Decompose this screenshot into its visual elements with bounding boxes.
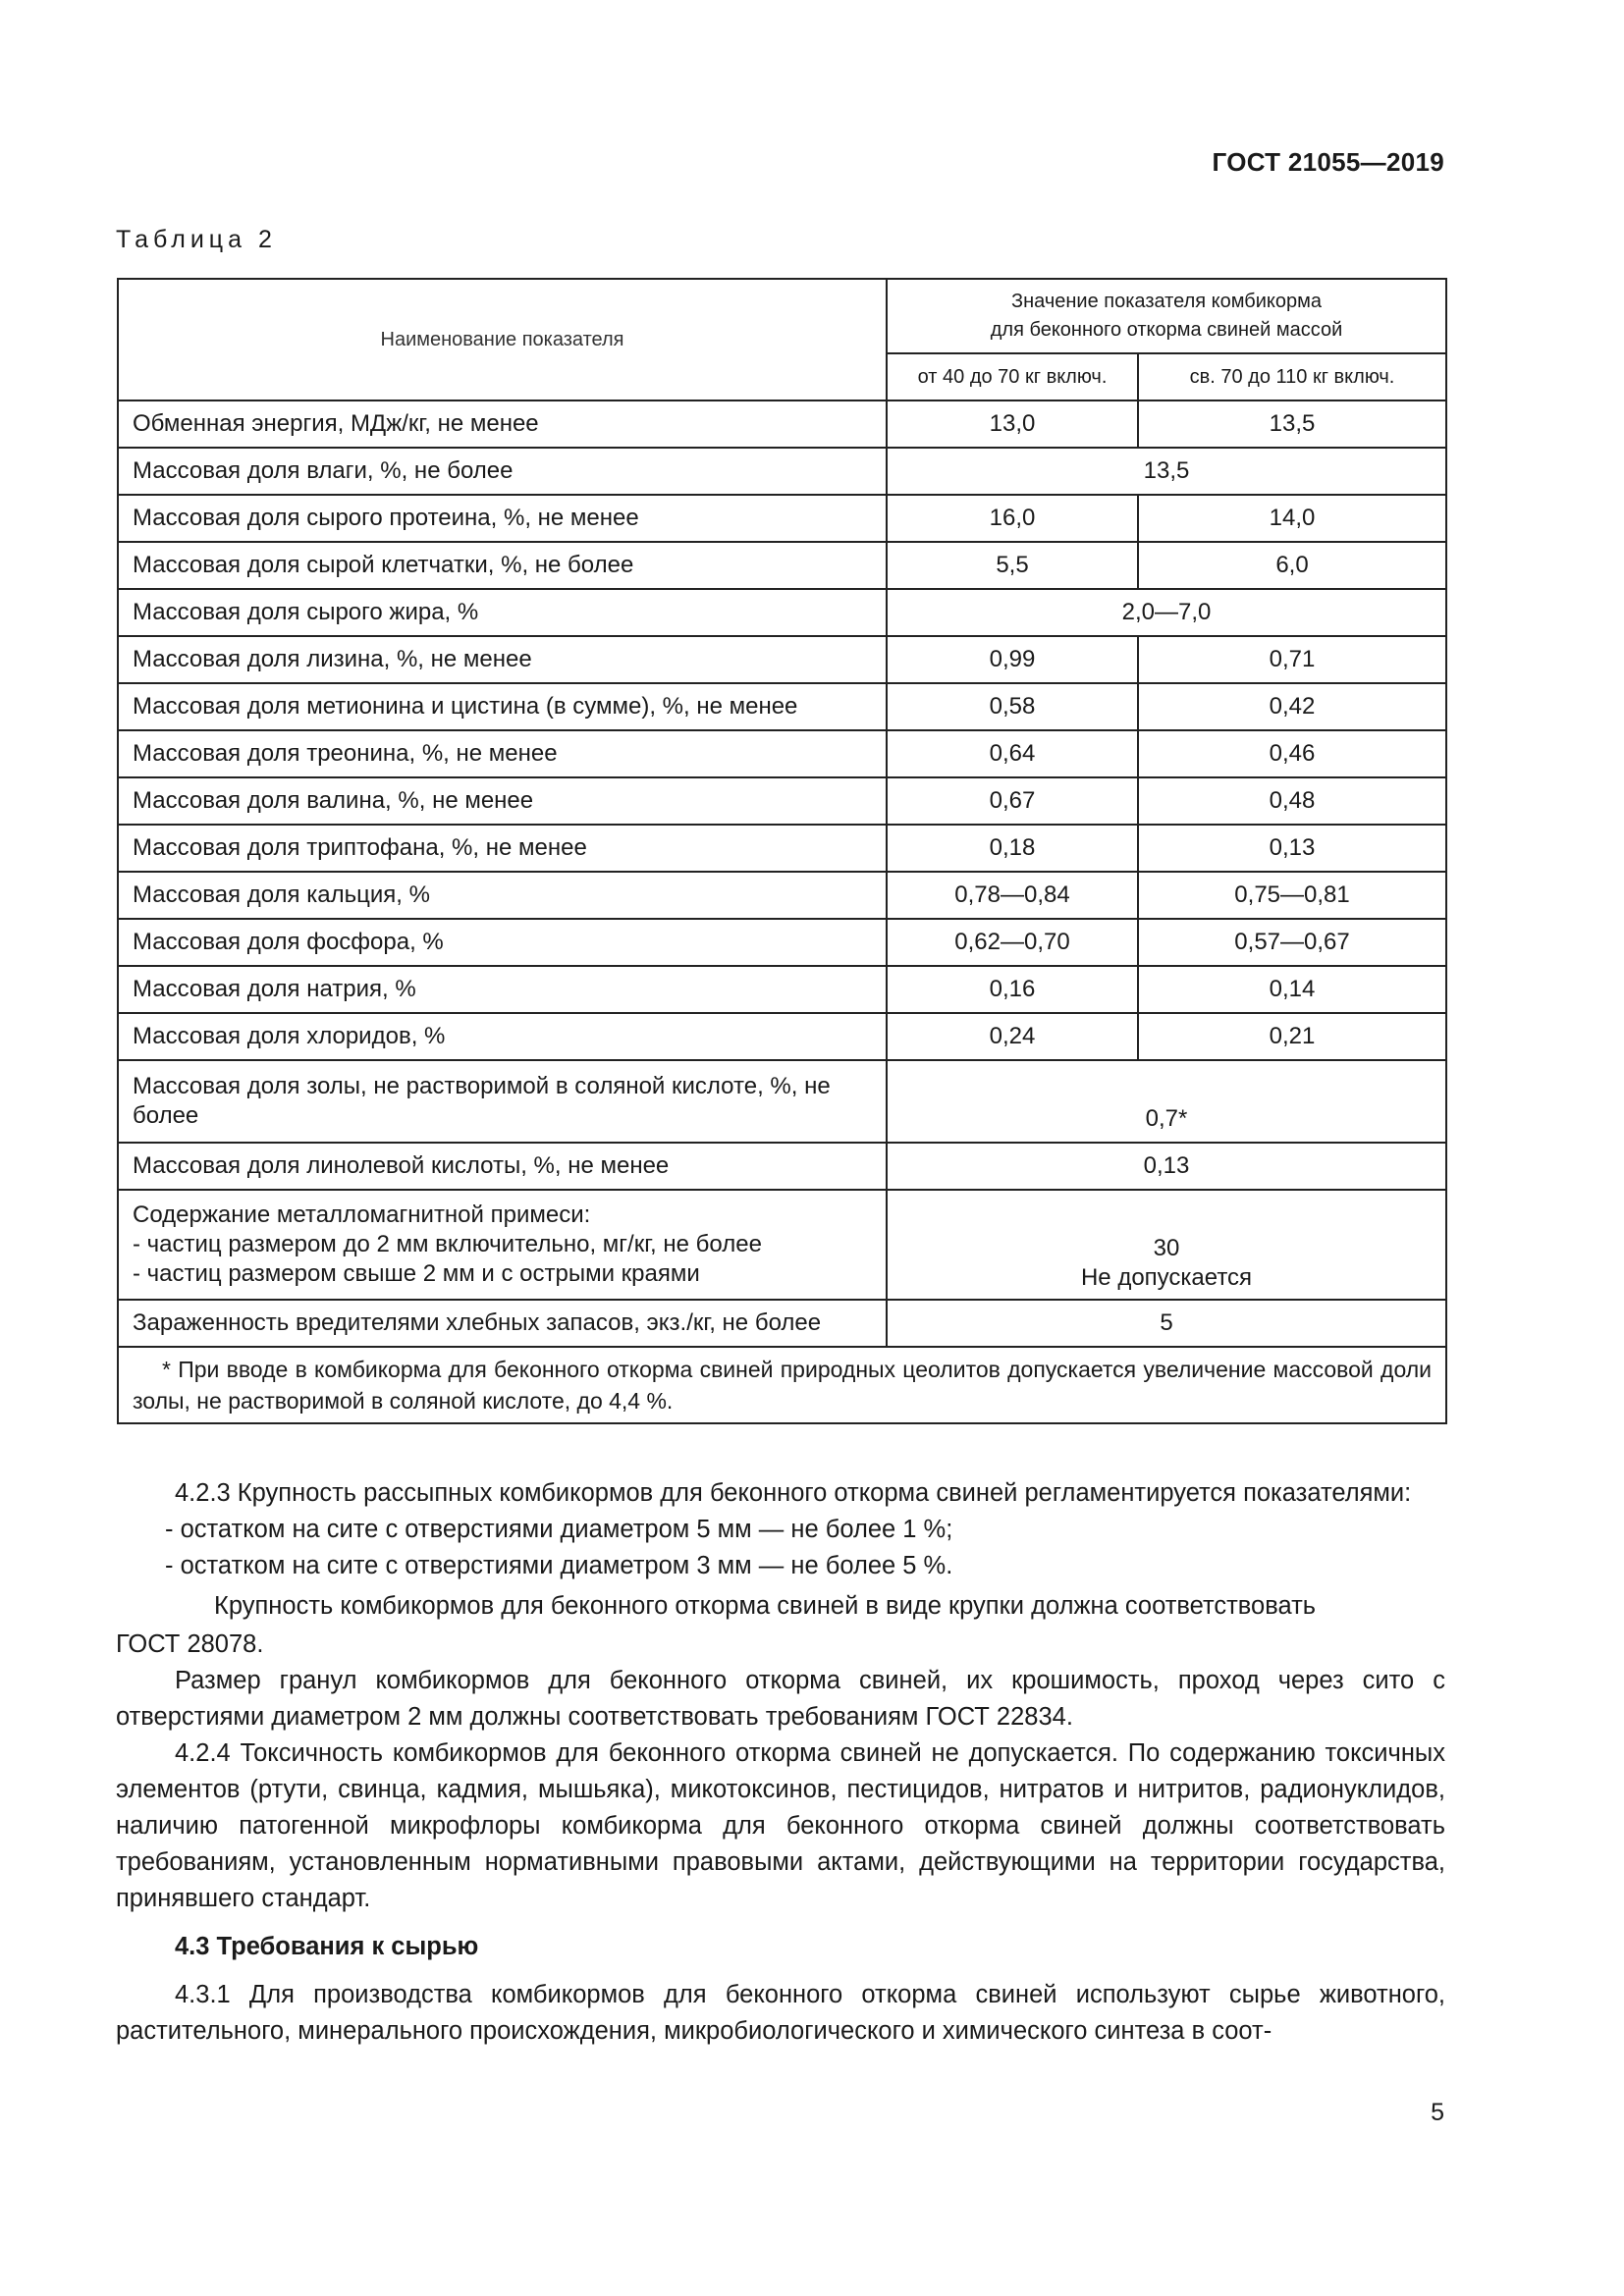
row-value-2: 6,0	[1138, 542, 1446, 589]
row-name: Массовая доля сырого жира, %	[118, 589, 887, 636]
row-value-2: 0,13	[1138, 825, 1446, 872]
row-value-2: 0,46	[1138, 730, 1446, 777]
table-row	[118, 919, 1446, 966]
row-value-1: 0,16	[887, 966, 1138, 1013]
row-value-2: 13,5	[1138, 400, 1446, 448]
row-value-1: 0,62—0,70	[887, 919, 1138, 966]
row-name: Массовая доля сырого протеина, %, не менее	[118, 495, 887, 542]
ash-name-line1: Массовая доля золы, не растворимой в соляной кислоте, %, не	[133, 1073, 831, 1099]
ash-name-line2: более	[133, 1102, 199, 1129]
row-name: Зараженность вредителями хлебных запасов, экз./кг, не более	[118, 1300, 887, 1347]
paragraph-krupka-cont: ГОСТ 28078.	[116, 1630, 264, 1658]
table-row	[118, 448, 1446, 495]
table-row	[118, 730, 1446, 777]
row-value-1: 0,24	[887, 1013, 1138, 1060]
metal-name-line2: - частиц размером до 2 мм включительно, мг/кг, не более	[133, 1231, 762, 1257]
row-value-merged: 2,0—7,0	[887, 589, 1446, 636]
row-name: Массовая доля натрия, %	[118, 966, 887, 1013]
row-name: Массовая доля кальция, %	[118, 872, 887, 919]
row-name: Массовая доля фосфора, %	[118, 919, 887, 966]
row-name	[118, 1060, 887, 1143]
col-value-header-line2: для беконного откорма свиней массой	[990, 319, 1343, 341]
row-value-1: 0,64	[887, 730, 1138, 777]
table-row	[118, 1060, 1446, 1143]
row-name: Массовая доля хлоридов, %	[118, 1013, 887, 1060]
table-row	[118, 825, 1446, 872]
row-value-2: 0,57—0,67	[1138, 919, 1446, 966]
row-value-1: 0,78—0,84	[887, 872, 1138, 919]
list-item: - остатком на сите с отверстиями диаметром 5 мм — не более 1 %;	[165, 1516, 953, 1543]
list-item: - остатком на сите с отверстиями диаметром 3 мм — не более 5 %.	[165, 1552, 953, 1579]
row-value-1: 0,58	[887, 683, 1138, 730]
row-value-1: 0,67	[887, 777, 1138, 825]
row-value-1: 0,18	[887, 825, 1138, 872]
row-name	[118, 1190, 887, 1300]
row-name: Обменная энергия, МДж/кг, не менее	[118, 400, 887, 448]
table-row	[118, 495, 1446, 542]
row-value-merged: 0,7*	[887, 1060, 1446, 1143]
row-value-2: 0,21	[1138, 1013, 1446, 1060]
col-value-header	[887, 279, 1446, 353]
row-name: Массовая доля влаги, %, не более	[118, 448, 887, 495]
row-value-2: 14,0	[1138, 495, 1446, 542]
body-text	[116, 1475, 1445, 2050]
col-name-header: Наименование показателя	[118, 279, 887, 400]
indicators-table	[117, 278, 1447, 1424]
table-row	[118, 589, 1446, 636]
sub-col-header-1: от 40 до 70 кг включ.	[887, 353, 1138, 400]
row-value-1: 0,99	[887, 636, 1138, 683]
row-value-1: 16,0	[887, 495, 1138, 542]
row-value-merged	[887, 1190, 1446, 1300]
table-caption: Таблица 2	[116, 226, 277, 253]
row-name: Массовая доля сырой клетчатки, %, не более	[118, 542, 887, 589]
row-name: Массовая доля валина, %, не менее	[118, 777, 887, 825]
table-row	[118, 966, 1446, 1013]
table-row	[118, 1190, 1446, 1300]
paragraph-4-2-3: 4.2.3 Крупность рассыпных комбикормов для беконного откорма свиней регламентируется показателями:	[175, 1479, 1412, 1507]
metal-value-line2: Не допускается	[1080, 1264, 1253, 1291]
metal-name-line3: - частиц размером свыше 2 мм и с острыми краями	[133, 1260, 700, 1287]
sub-col-header-2: св. 70 до 110 кг включ.	[1138, 353, 1446, 400]
document-id: ГОСТ 21055—2019	[1212, 147, 1444, 177]
table-row	[118, 1300, 1446, 1347]
row-value-2: 0,42	[1138, 683, 1446, 730]
row-name: Массовая доля линолевой кислоты, %, не менее	[118, 1143, 887, 1190]
paragraph-granules: Размер гранул комбикормов для беконного откорма свиней, их крошимость, проход через сито с отверстиями диаметром 2 мм должны соответствовать требованиям ГОСТ 22834.	[116, 1667, 1445, 1731]
row-name: Массовая доля метионина и цистина (в сумме), %, не менее	[118, 683, 887, 730]
page-number: 5	[1431, 2099, 1444, 2126]
row-value-merged: 0,13	[887, 1143, 1446, 1190]
row-value-1: 13,0	[887, 400, 1138, 448]
paragraph-4-2-4: 4.2.4 Токсичность комбикормов для беконного откорма свиней не допускается. По содержанию токсичных элементов (ртути, свинца, кадмия, мышьяка), микотоксинов, пестицидов, нитратов и нитритов, радионуклидов, наличию патогенной микрофлоры комбикорма для беконного откорма свиней должны соответствовать требованиям, установленным нормативными правовыми актами, действующими на территории государства, принявшего стандарт.	[116, 1739, 1445, 1912]
metal-name-line1: Содержание металломагнитной примеси:	[133, 1201, 591, 1228]
table-row	[118, 872, 1446, 919]
table-row	[118, 400, 1446, 448]
paragraph-krupka: Крупность комбикормов для беконного откорма свиней в виде крупки должна соответствовать	[214, 1592, 1317, 1620]
row-value-2: 0,48	[1138, 777, 1446, 825]
row-value-2: 0,75—0,81	[1138, 872, 1446, 919]
row-value-1: 5,5	[887, 542, 1138, 589]
table-row	[118, 1013, 1446, 1060]
table-row	[118, 777, 1446, 825]
row-name: Массовая доля триптофана, %, не менее	[118, 825, 887, 872]
section-title-4-3: 4.3 Требования к сырью	[175, 1933, 479, 1960]
row-value-2: 0,71	[1138, 636, 1446, 683]
table-row	[118, 683, 1446, 730]
table-footnote: * При вводе в комбикорма для беконного откорма свиней природных цеолитов допускается увеличение массовой доли золы, не растворимой в соляной кислоте, до 4,4 %.	[118, 1347, 1446, 1423]
paragraph-4-3-1: 4.3.1 Для производства комбикормов для беконного откорма свиней используют сырье животного, растительного, минерального происхождения, микробиологического и химического синтеза в соот-	[116, 1981, 1445, 2045]
table-row	[118, 1143, 1446, 1190]
col-value-header-line1: Значение показателя комбикорма	[1011, 291, 1322, 312]
row-value-2: 0,14	[1138, 966, 1446, 1013]
metal-value-line1: 30	[1153, 1235, 1180, 1261]
row-name: Массовая доля треонина, %, не менее	[118, 730, 887, 777]
table-row	[118, 542, 1446, 589]
row-name: Массовая доля лизина, %, не менее	[118, 636, 887, 683]
table-row	[118, 636, 1446, 683]
row-value-merged: 13,5	[887, 448, 1446, 495]
table-footnote-row	[118, 1347, 1446, 1423]
row-value-merged: 5	[887, 1300, 1446, 1347]
